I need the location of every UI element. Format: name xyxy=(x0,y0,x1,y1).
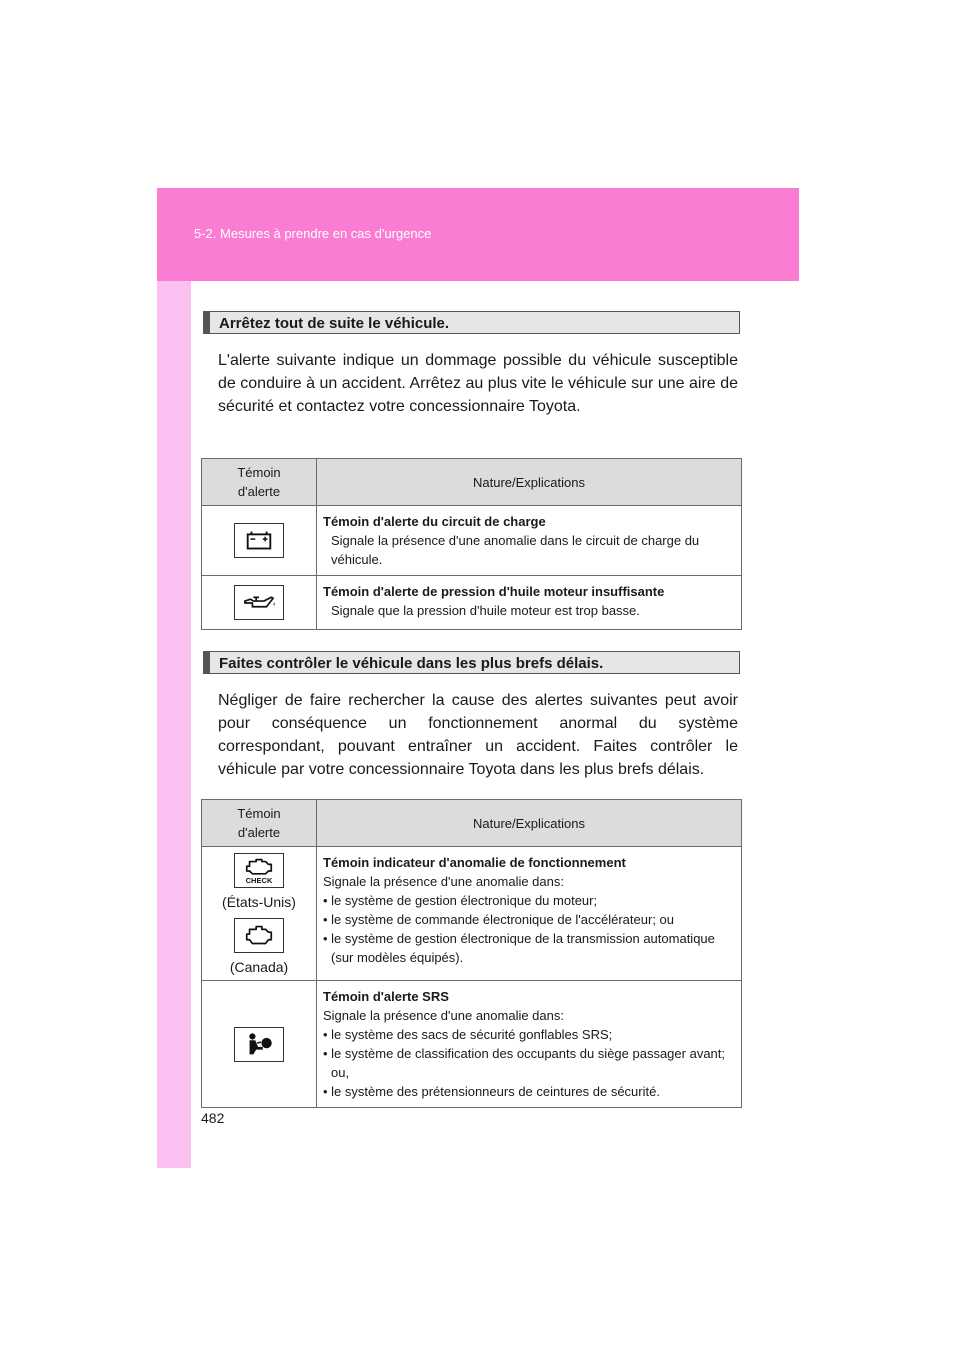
table-header-row xyxy=(202,800,742,847)
engine-icon xyxy=(234,918,284,953)
explanation-cell xyxy=(317,576,742,630)
column-header-explanation: Nature/Explications xyxy=(317,459,742,506)
side-bar xyxy=(157,188,191,1168)
bullet-item: • le système des prétensionneurs de ceintures de sécurité. xyxy=(323,1084,660,1099)
indicator-title: Témoin d'alerte de pression d'huile moteur insuffisante xyxy=(323,584,665,599)
section-heading-check xyxy=(203,651,740,674)
indicator-cell xyxy=(202,847,317,981)
column-header-indicator: Témoin d'alerte xyxy=(202,800,317,847)
table-row xyxy=(202,506,742,576)
indicator-description: Signale que la pression d'huile moteur est trop basse. xyxy=(331,603,640,618)
bullet-item: • le système de commande électronique de l'accélérateur; ou xyxy=(323,912,674,927)
indicator-description: Signale la présence d'une anomalie dans le circuit de charge du véhicule. xyxy=(331,533,700,567)
heading-marker xyxy=(204,652,210,673)
section-title: Faites contrôler le véhicule dans les plus brefs délais. xyxy=(219,655,604,672)
intro-paragraph: L'alerte suivante indique un dommage possible du véhicule susceptible de conduire à un accident. Arrêtez au plus vite le véhicule sur une aire de sécurité et contactez votre concessionnaire Toyota. xyxy=(218,352,738,415)
battery-icon xyxy=(234,523,284,558)
table-header-row xyxy=(202,459,742,506)
indicator-lead: Signale la présence d'une anomalie dans: xyxy=(323,874,564,889)
column-header-indicator: Témoin d'alerte xyxy=(202,459,317,506)
explanation-cell xyxy=(317,847,742,981)
page-number: 482 xyxy=(201,1110,225,1126)
table-row xyxy=(202,576,742,630)
bullet-item: • le système de gestion électronique de la transmission automatique (sur modèles équipés). xyxy=(323,931,715,965)
table-row xyxy=(202,981,742,1108)
heading-marker xyxy=(204,312,210,333)
table-row xyxy=(202,847,742,981)
bullet-item: • le système de classification des occupants du siège passager avant; ou, xyxy=(323,1046,725,1080)
region-label-usa: (États-Unis) xyxy=(222,893,296,910)
warning-table-stop xyxy=(201,458,742,630)
indicator-cell xyxy=(202,981,317,1108)
bullet-item: • le système des sacs de sécurité gonflables SRS; xyxy=(323,1027,613,1042)
indicator-title: Témoin d'alerte du circuit de charge xyxy=(323,514,546,529)
bullet-item: • le système de gestion électronique du moteur; xyxy=(323,893,598,908)
section-header: 5-2. Mesures à prendre en cas d'urgence xyxy=(194,226,432,241)
indicator-title: Témoin d'alerte SRS xyxy=(323,989,449,1004)
indicator-cell xyxy=(202,576,317,630)
explanation-cell xyxy=(317,981,742,1108)
column-header-explanation: Nature/Explications xyxy=(317,800,742,847)
indicator-cell xyxy=(202,506,317,576)
srs-airbag-icon xyxy=(234,1027,284,1062)
indicator-lead: Signale la présence d'une anomalie dans: xyxy=(323,1008,564,1023)
check-engine-icon xyxy=(234,853,284,888)
intro-paragraph: Négliger de faire rechercher la cause des alertes suivantes peut avoir pour conséquence un fonctionnement anormal du système correspondant, pouvant entraîner un accident. Faites contrôler le véhicule par votre concessionnaire Toyota dans les plus brefs délais. xyxy=(218,692,738,778)
region-label-canada: (Canada) xyxy=(229,958,289,975)
section-title: Arrêtez tout de suite le véhicule. xyxy=(219,315,450,332)
oil-can-icon xyxy=(234,585,284,620)
section-heading-stop xyxy=(203,311,740,334)
warning-table-check xyxy=(201,799,742,1108)
explanation-cell xyxy=(317,506,742,576)
indicator-title: Témoin indicateur d'anomalie de fonctionnement xyxy=(323,855,626,870)
svg-text:CHECK: CHECK xyxy=(245,875,273,885)
